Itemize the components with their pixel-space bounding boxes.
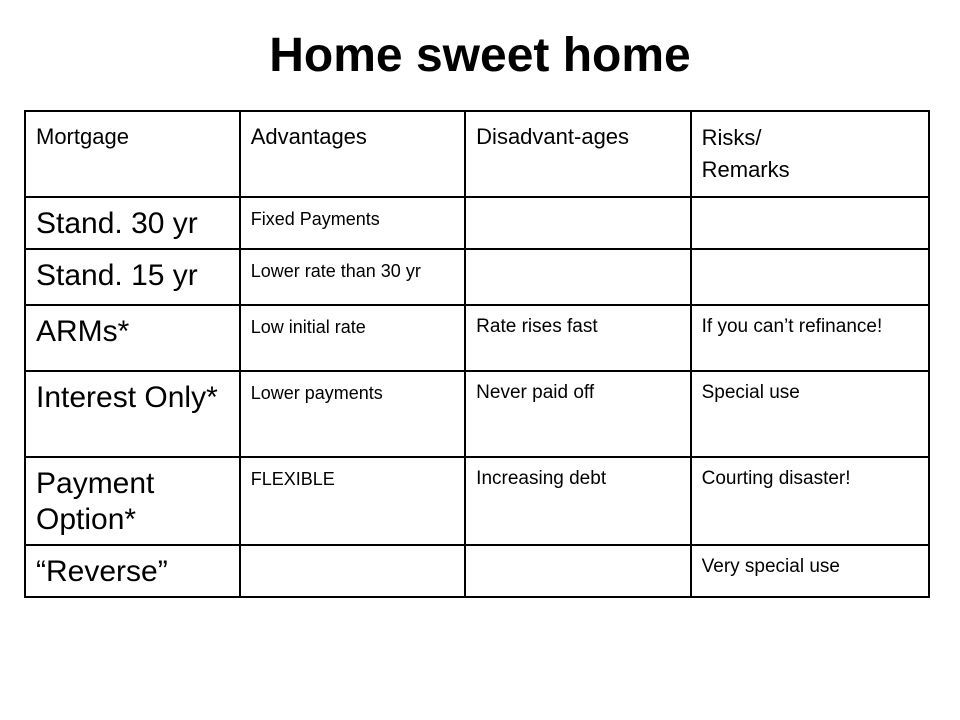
header-risks-line: Risks/	[701, 125, 762, 150]
cell-disadvantages	[465, 249, 690, 305]
table-row	[25, 197, 929, 249]
row-label-mortgage: Interest Only*	[25, 371, 240, 457]
table-header-row	[25, 111, 929, 197]
table-row	[25, 305, 929, 371]
cell-disadvantages	[465, 545, 690, 597]
header-disadvantages: Disadvant-ages	[465, 111, 690, 197]
row-label-mortgage: Stand. 15 yr	[25, 249, 240, 305]
header-advantages: Advantages	[240, 111, 465, 197]
header-remarks-line: Remarks	[701, 157, 790, 182]
slide-title: Home sweet home	[269, 29, 691, 82]
cell-advantages: FLEXIBLE	[240, 457, 465, 545]
row-label-mortgage: Payment Option*	[25, 457, 240, 545]
table-row	[25, 457, 929, 545]
cell-risks: Very special use	[691, 545, 929, 597]
row-label-mortgage: ARMs*	[25, 305, 240, 371]
cell-advantages: Low initial rate	[240, 305, 465, 371]
cell-advantages: Fixed Payments	[240, 197, 465, 249]
mortgage-comparison-table	[24, 110, 930, 598]
table-row	[25, 249, 929, 305]
cell-disadvantages: Increasing debt	[465, 457, 690, 545]
header-risks-remarks	[691, 111, 929, 197]
cell-advantages: Lower payments	[240, 371, 465, 457]
row-label-mortgage: Stand. 30 yr	[25, 197, 240, 249]
row-label-mortgage: “Reverse”	[25, 545, 240, 597]
cell-disadvantages: Rate rises fast	[465, 305, 690, 371]
cell-risks	[691, 249, 929, 305]
table-row	[25, 371, 929, 457]
cell-advantages: Lower rate than 30 yr	[240, 249, 465, 305]
header-mortgage: Mortgage	[25, 111, 240, 197]
cell-advantages	[240, 545, 465, 597]
cell-risks: Special use	[691, 371, 929, 457]
cell-disadvantages: Never paid off	[465, 371, 690, 457]
cell-risks: Courting disaster!	[691, 457, 929, 545]
cell-risks: If you can’t refinance!	[691, 305, 929, 371]
table-row	[25, 545, 929, 597]
cell-risks	[691, 197, 929, 249]
cell-disadvantages	[465, 197, 690, 249]
